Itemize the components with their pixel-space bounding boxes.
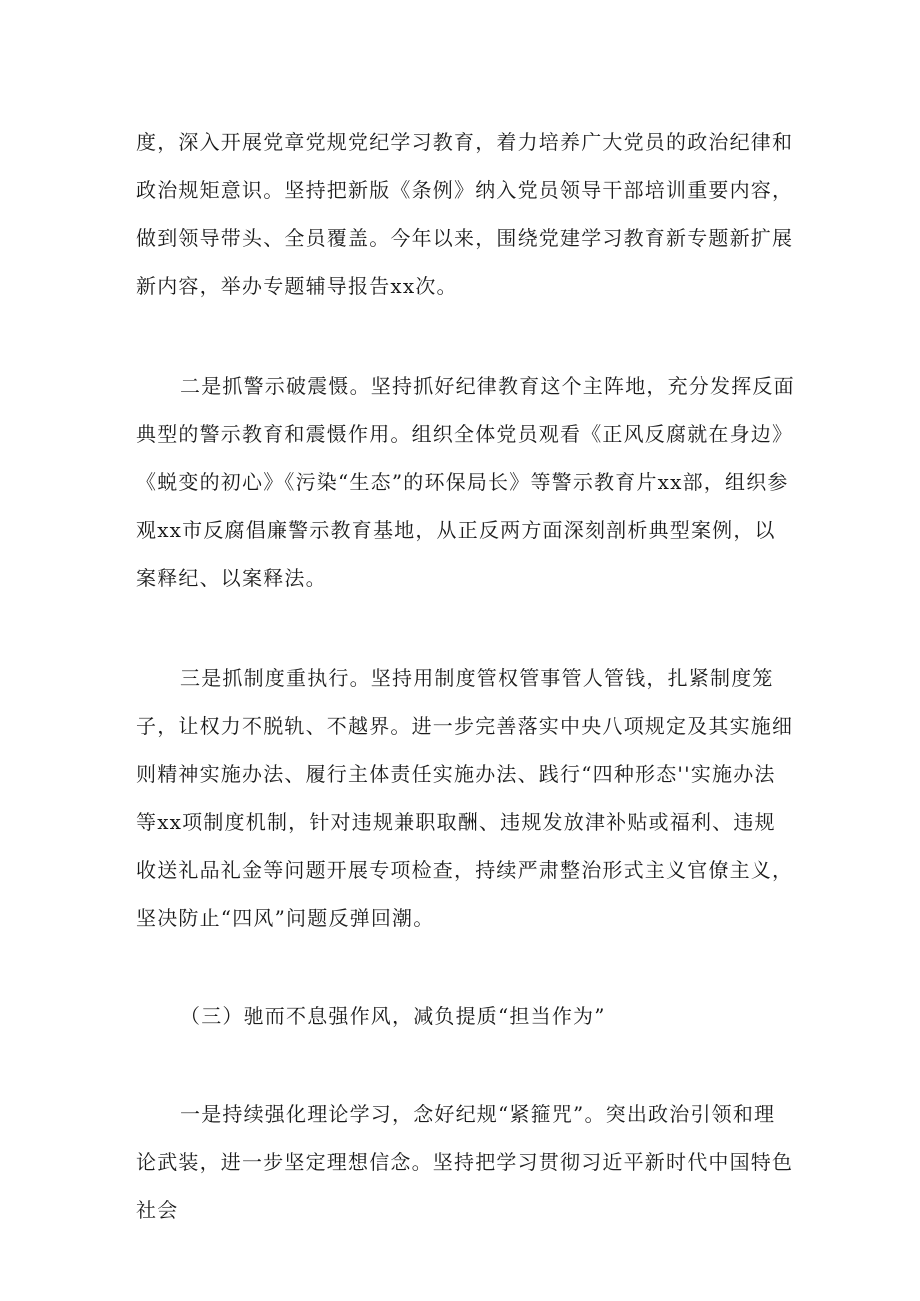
paragraph-system-execution: 三是抓制度重执行。坚持用制度管权管事管人管钱，扎紧制度笼子，让权力不脱轨、不越界。进一步完善落实中央八项规定及其实施细则精神实施办法、履行主体责任实施办法、践行“四种形态''实施办法等xx项制度机制，针对违规兼职取酬、违规发放津补贴或福利、违规收送礼品礼金等问题开展专项检查，持续严肃整治形式主义官僚主义，坚决防止“四风”问题反弹回潮。 bbox=[136, 666, 794, 930]
paragraph-warning-deterrence: 二是抓警示破震慑。坚持抓好纪律教育这个主阵地，充分发挥反面典型的警示教育和震慑作用。组织全体党员观看《正风反腐就在身边》《蜕变的初心》《污染“生态”的环保局长》等警示教育片xx部，组织参观xx市反腐倡廉警示教育基地，从正反两方面深刻剖析典型案例，以案释纪、以案释法。 bbox=[136, 374, 795, 590]
paragraph-party-discipline-education: 度，深入开展党章党规党纪学习教育，着力培养广大党员的政治纪律和政治规矩意识。坚持把新版《条例》纳入党员领导干部培训重要内容，做到领导带头、全员覆盖。今年以来，围绕党建学习教育新专题新扩展新内容，举办专题辅导报告xx次。 bbox=[136, 130, 794, 298]
section-heading-three: （三）驰而不息强作风，减负提质“担当作为” bbox=[180, 1004, 606, 1028]
paragraph-theory-study: 一是持续强化理论学习，念好纪规“紧箍咒”。突出政治引领和理论武装，进一步坚定理想信念。坚持把学习贯彻习近平新时代中国特色社会 bbox=[136, 1102, 794, 1222]
